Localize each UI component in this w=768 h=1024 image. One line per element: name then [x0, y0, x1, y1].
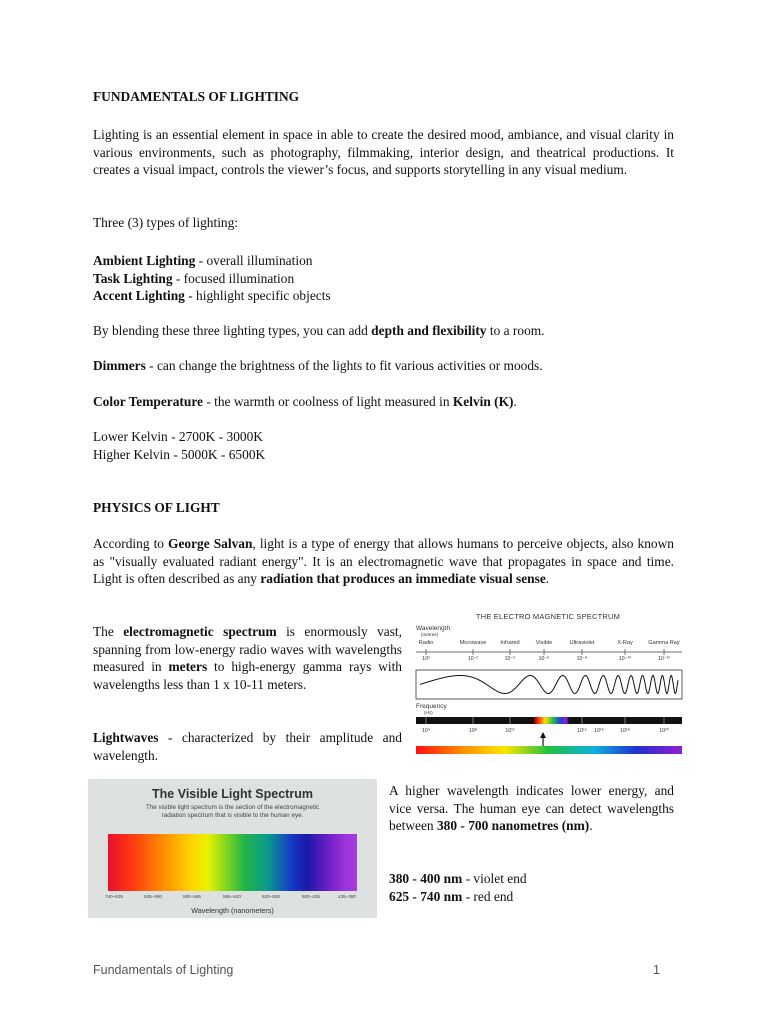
em-figure-title: THE ELECTRO MAGNETIC SPECTRUM — [475, 612, 621, 621]
lighting-type-ambient: Ambient Lighting - overall illumination — [93, 253, 313, 268]
em-wavelength-unit: (metres) — [421, 632, 439, 637]
blend-paragraph: By blending these three lighting types, you can add depth and flexibility to a room. — [93, 323, 545, 338]
em-rainbow-bar — [416, 746, 682, 754]
em-band-gamma: Gamma Ray — [648, 640, 680, 646]
em-band-microwave: Microwave — [459, 640, 487, 646]
kelvin-higher: Higher Kelvin - 5000K - 6500K — [93, 446, 266, 462]
visible-spectrum-ticks — [105, 894, 357, 902]
red-end: 625 - 740 nm - red end — [389, 888, 514, 904]
em-wavelength-label: Wavelength — [416, 625, 451, 632]
em-band-infrared: Infrared — [500, 640, 520, 646]
footer-page-number: 1 — [653, 963, 660, 977]
visible-spectrum-figure — [88, 779, 377, 918]
violet-end: 380 - 400 nm - violet end — [389, 871, 527, 886]
em-band-xray: X-Ray — [617, 640, 633, 646]
visible-tick: 500–435 — [302, 894, 320, 899]
em-band-radio: Radio — [418, 640, 434, 646]
em-wavelength-exp-5: 10⁻¹⁰ — [618, 656, 632, 662]
lighting-type-accent: Accent Lighting - highlight specific objects — [93, 288, 331, 304]
em-spectrum-graphic — [412, 612, 684, 757]
visible-tick: 590–565 — [183, 894, 201, 899]
em-frequency-exp-1: 10⁸ — [469, 728, 477, 734]
wavelength-paragraph: A higher wavelength indicates lower energy, and vice versa. The human eye can detect wavelengths between 380 - 700 nanometres (nm). — [389, 783, 674, 834]
em-visible-arrow — [540, 732, 546, 738]
visible-figure-description: The visible light spectrum is the section of the electromagnetic radiation spectrum that is visible to the human eye. — [145, 804, 320, 819]
visible-spectrum-bar — [108, 834, 357, 891]
color-temperature-paragraph: Color Temperature - the warmth or coolness of light measured in Kelvin (K). — [93, 394, 517, 409]
em-frequency-label: Frequency — [416, 703, 447, 710]
em-wavelength-exp-6: 10⁻¹² — [658, 656, 670, 662]
em-wavelength-exp-4: 10⁻⁸ — [576, 656, 588, 662]
em-band-ultraviolet: Ultraviolet — [569, 640, 595, 646]
em-band-visible: Visible — [535, 640, 553, 646]
footer-title: Fundamentals of Lighting — [93, 963, 234, 977]
em-wavelength-exp-3: 10⁻⁶ — [538, 656, 550, 662]
visible-tick: 435–380 — [338, 894, 356, 899]
em-wavelength-exp-0: 10³ — [422, 656, 430, 662]
em-frequency-unit: (Hz) — [424, 710, 433, 715]
intro-paragraph: Lighting is an essential element in space in able to create the desired mood, ambiance, and visual clarity in various environments, such as photography, filmmaking, interior design, and theatrical productions. It creates a visual impact, controls the viewer’s focus, and supports storytelling in any visual medium. — [93, 127, 674, 178]
em-frequency-exp-2: 10¹² — [505, 728, 515, 734]
em-wave-box — [416, 670, 682, 699]
page-title: FUNDAMENTALS OF LIGHTING — [93, 89, 300, 104]
electromagnetic-spectrum-figure — [412, 612, 684, 757]
visible-axis-label: Wavelength (nanometers) — [191, 906, 274, 915]
em-frequency-exp-4: 10¹⁶ — [594, 728, 604, 734]
lighting-types-list — [93, 252, 674, 305]
em-frequency-exp-6: 10²⁰ — [659, 728, 669, 734]
em-visible-band — [532, 717, 570, 724]
visible-tick: 625–590 — [144, 894, 162, 899]
em-frequency-exp-0: 10⁴ — [422, 728, 430, 734]
visible-tick: 565–520 — [223, 894, 241, 899]
lighting-type-task: Task Lighting - focused illumination — [93, 270, 295, 286]
em-wavelength-exp-1: 10⁻² — [467, 656, 479, 662]
visible-tick: 740–625 — [105, 894, 123, 899]
dimmers-paragraph: Dimmers - can change the brightness of the lights to fit various activities or moods. — [93, 358, 543, 373]
visible-figure-title: The Visible Light Spectrum — [152, 787, 313, 801]
em-frequency-exp-5: 10¹⁸ — [620, 728, 630, 734]
kelvin-lower: Lower Kelvin - 2700K - 3000K — [93, 429, 263, 444]
wavelength-ends-list — [389, 870, 674, 905]
physics-title: PHYSICS OF LIGHT — [93, 500, 220, 515]
lightwaves-paragraph: Lightwaves - characterized by their amplitude and wavelength. — [93, 730, 402, 763]
visible-spectrum-gradient — [108, 834, 357, 891]
kelvin-list — [93, 428, 674, 463]
em-spectrum-paragraph: The electromagnetic spectrum is enormously vast, spanning from low-energy radio waves with wavelengths measured in meters to high-energy gamma rays with wavelengths less than 1 x 10-11 meters. — [93, 624, 402, 692]
visible-tick: 520–500 — [262, 894, 280, 899]
physics-paragraph: According to George Salvan, light is a type of energy that allows humans to perceive objects, also known as "visually evaluated radiant energy". It is an electromagnetic wave that propagates in space and time. Light is often described as any radiation that produces an immediate visual sense. — [93, 536, 674, 587]
em-frequency-exp-3: 10¹⁵ — [577, 728, 587, 734]
types-heading: Three (3) types of lighting: — [93, 215, 239, 230]
em-wavelength-exp-2: 10⁻⁵ — [504, 656, 516, 662]
